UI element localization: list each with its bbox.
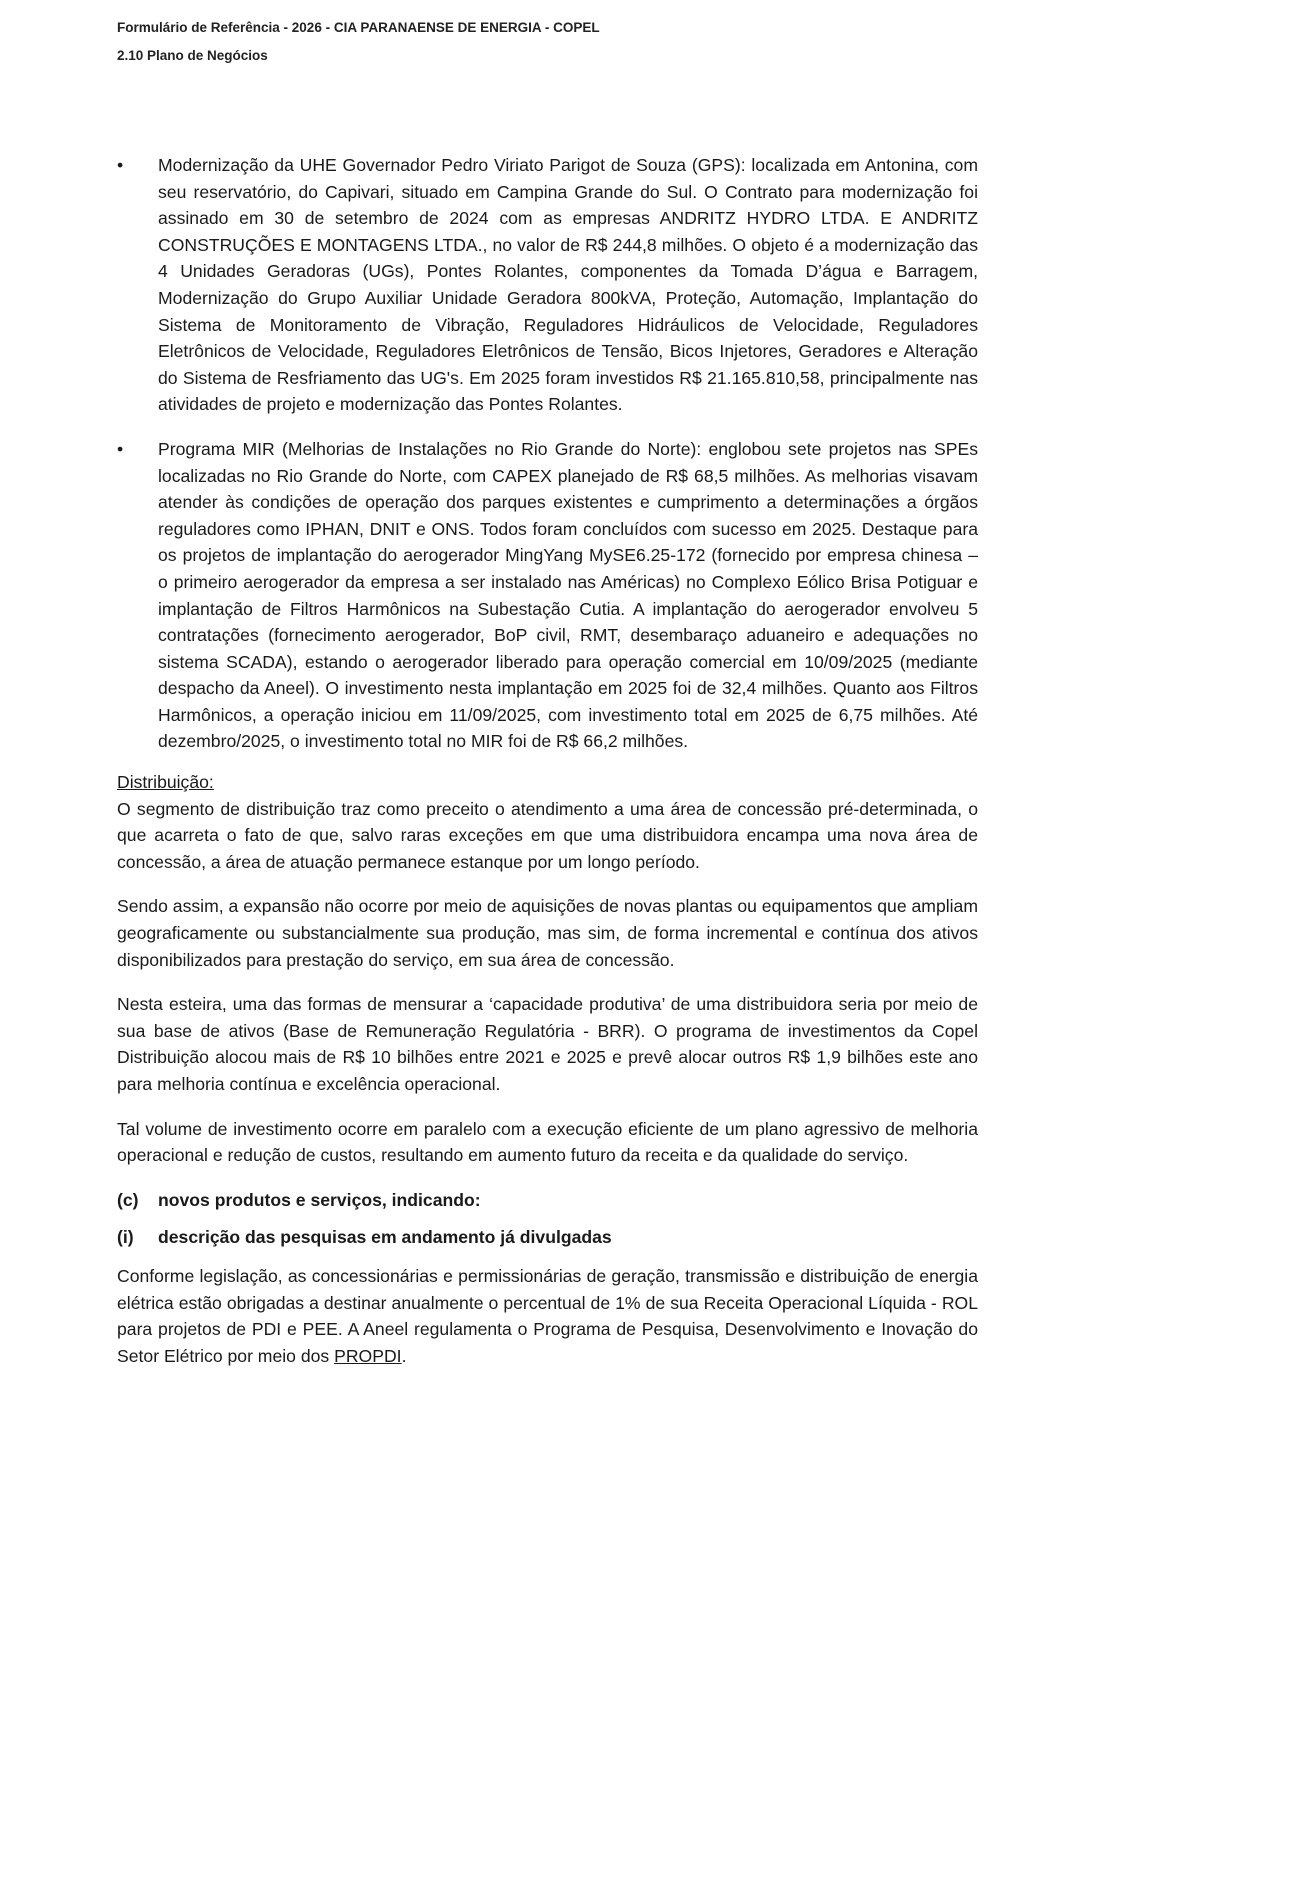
paragraph: O segmento de distribuição traz como preceito o atendimento a uma área de concessão pré-determinada, o que acarreta o fato de que, salvo raras exceções em que uma distribuidora encampa uma nova área de concessão, a área de atuação permanece estanque por um longo período. bbox=[117, 798, 978, 872]
document-title: Formulário de Referência - 2026 - CIA PARANAENSE DE ENERGIA - COPEL bbox=[117, 20, 600, 35]
bullet-text: Programa MIR (Melhorias de Instalações no Rio Grande do Norte): englobou sete projetos nas SPEs localizadas no Rio Grande do Norte, com CAPEX planejado de R$ 68,5 milhões. As melhorias visavam atender às condições de operação dos parques existentes e cumprimento a determinações a órgãos reguladores como IPHAN, DNIT e ONS. Todos foram concluídos com sucesso em 2025. Destaque para os projetos de implantação do aerogerador MingYang MySE6.25-172 (fornecido por empresa chinesa – o primeiro aerogerador da empresa a ser instalado nas Américas) no Complexo Eólico Brisa Potiguar e implantação de Filtros Harmônicos na Subestação Cutia. A implantação do aerogerador envolveu 5 contratações (fornecimento aerogerador, BoP civil, RMT, desembaraço aduaneiro e adequações no sistema SCADA), estando o aerogerador liberado para operação comercial em 10/09/2025 (mediante despacho da Aneel). O investimento nesta implantação em 2025 foi de 32,4 milhões. Quanto aos Filtros Harmônicos, a operação iniciou em 11/09/2025, com investimento total em 2025 de 6,75 milhões. Até dezembro/2025, o investimento total no MIR foi de R$ 66,2 milhões. bbox=[158, 438, 978, 752]
page-header bbox=[117, 14, 997, 70]
heading-text: descrição das pesquisas em andamento já divulgadas bbox=[158, 1227, 612, 1248]
heading-c bbox=[117, 1187, 978, 1214]
heading-marker: (c) bbox=[117, 1189, 139, 1210]
bullet-icon: • bbox=[117, 155, 124, 175]
bullet-text: Modernização da UHE Governador Pedro Viriato Parigot de Souza (GPS): localizada em Antonina, com seu reservatório, do Capivari, situado em Campina Grande do Sul. O Contrato para modernização foi assinado em 30 de setembro de 2024 com as empresas ANDRITZ HYDRO LTDA. E ANDRITZ CONSTRUÇÕES E MONTAGENS LTDA., no valor de R$ 244,8 milhões. O objeto é a modernização das 4 Unidades Geradoras (UGs), Pontes Rolantes, componentes da Tomada D’água e Barragem, Modernização do Grupo Auxiliar Unidade Geradora 800kVA, Proteção, Automação, Implantação do Sistema de Monitoramento de Vibração, Reguladores Hidráulicos de Velocidade, Reguladores Eletrônicos de Velocidade, Reguladores Eletrônicos de Tensão, Bicos Injetores, Geradores e Alteração do Sistema de Resfriamento das UG's. Em 2025 foram investidos R$ 21.165.810,58, principalmente nas atividades de projeto e modernização das Pontes Rolantes. bbox=[158, 155, 978, 415]
bullet-icon: • bbox=[117, 438, 124, 459]
heading-marker: (i) bbox=[117, 1227, 134, 1248]
document-body bbox=[117, 152, 978, 1369]
heading-text: novos produtos e serviços, indicando: bbox=[158, 1189, 481, 1210]
heading-i bbox=[117, 1224, 978, 1251]
paragraph: Nesta esteira, uma das formas de mensurar a ‘capacidade produtiva’ de uma distribuidora seria por meio de sua base de ativos (Base de Remuneração Regulatória - BRR). O programa de investimentos da Copel Distribuição alocou mais de R$ 10 bilhões entre 2021 e 2025 e prevê alocar outros R$ 1,9 bilhões este ano para melhoria contínua e excelência operacional. bbox=[117, 994, 978, 1094]
propdi-link[interactable]: PROPDI bbox=[334, 1345, 402, 1366]
bullet-gps-modernization bbox=[117, 152, 978, 418]
bullet-programa-mir bbox=[117, 436, 978, 755]
paragraph: Tal volume de investimento ocorre em paralelo com a execução eficiente de um plano agressivo de melhoria operacional e redução de custos, resultando em aumento futuro da receita e da qualidade do serviço. bbox=[117, 1118, 978, 1166]
distribuicao-heading: Distribuição: bbox=[117, 772, 214, 793]
paragraph-text: Conforme legislação, as concessionárias e permissionárias de geração, transmissão e distribuição de energia elétrica estão obrigadas a destinar anualmente o percentual de 1% de sua Receita Operacional Líquida - ROL para projetos de PDI e PEE. A Aneel regulamenta o Programa de Pesquisa, Desenvolvimento e Inovação do Setor Elétrico por meio dos bbox=[117, 1265, 978, 1366]
final-paragraph bbox=[117, 1263, 978, 1369]
section-title: 2.10 Plano de Negócios bbox=[117, 48, 268, 63]
paragraph-end: . bbox=[401, 1345, 407, 1366]
paragraph: Sendo assim, a expansão não ocorre por meio de aquisições de novas plantas ou equipamentos que ampliam geograficamente ou substancialmente sua produção, mas sim, de forma incremental e contínua dos ativos disponibilizados para prestação do serviço, em sua área de concessão. bbox=[117, 896, 978, 970]
